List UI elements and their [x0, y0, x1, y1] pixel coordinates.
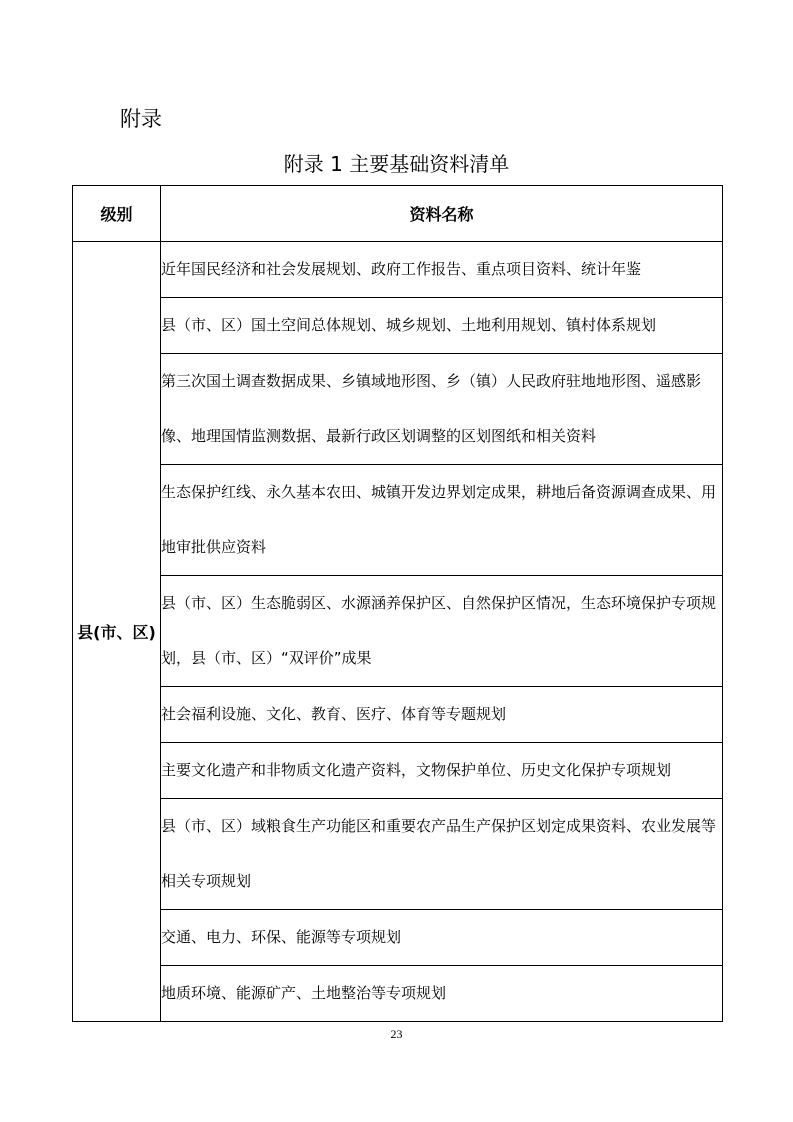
material-item: 地质环境、能源矿产、土地整治等专项规划: [161, 966, 723, 1022]
header-material-name: 资料名称: [161, 186, 723, 242]
table-row: [73, 966, 723, 1022]
table-row: [73, 465, 723, 576]
table-row: [73, 799, 723, 910]
materials-table: [72, 185, 723, 1022]
page-number: 23: [390, 1027, 403, 1041]
header-level: 级别: [73, 186, 161, 242]
appendix-heading: 附录: [120, 107, 162, 131]
material-item: 县（市、区）国土空间总体规划、城乡规划、土地利用规划、镇村体系规划: [161, 298, 723, 354]
material-item: 近年国民经济和社会发展规划、政府工作报告、重点项目资料、统计年鉴: [161, 242, 723, 298]
table-row: [73, 242, 723, 298]
table-title: 附录 1 主要基础资料清单: [283, 152, 510, 176]
table-row: [73, 687, 723, 743]
table-row: [73, 576, 723, 687]
material-item: 县（市、区）域粮食生产功能区和重要农产品生产保护区划定成果资料、农业发展等相关专项规划: [161, 799, 723, 910]
material-item: 第三次国土调查数据成果、乡镇域地形图、乡（镇）人民政府驻地地形图、遥感影像、地理国情监测数据、最新行政区划调整的区划图纸和相关资料: [161, 354, 723, 465]
material-item: 主要文化遗产和非物质文化遗产资料，文物保护单位、历史文化保护专项规划: [161, 743, 723, 799]
table-row: [73, 298, 723, 354]
material-item: 社会福利设施、文化、教育、医疗、体育等专题规划: [161, 687, 723, 743]
level-cell: 县(市、区): [73, 242, 161, 1022]
table-header-row: [73, 186, 723, 242]
material-item: 县（市、区）生态脆弱区、水源涵养保护区、自然保护区情况，生态环境保护专项规划，县（市、区）“双评价”成果: [161, 576, 723, 687]
material-item: 生态保护红线、永久基本农田、城镇开发边界划定成果，耕地后备资源调查成果、用地审批供应资料: [161, 465, 723, 576]
material-item: 交通、电力、环保、能源等专项规划: [161, 910, 723, 966]
table-row: [73, 354, 723, 465]
table-row: [73, 910, 723, 966]
table-row: [73, 743, 723, 799]
